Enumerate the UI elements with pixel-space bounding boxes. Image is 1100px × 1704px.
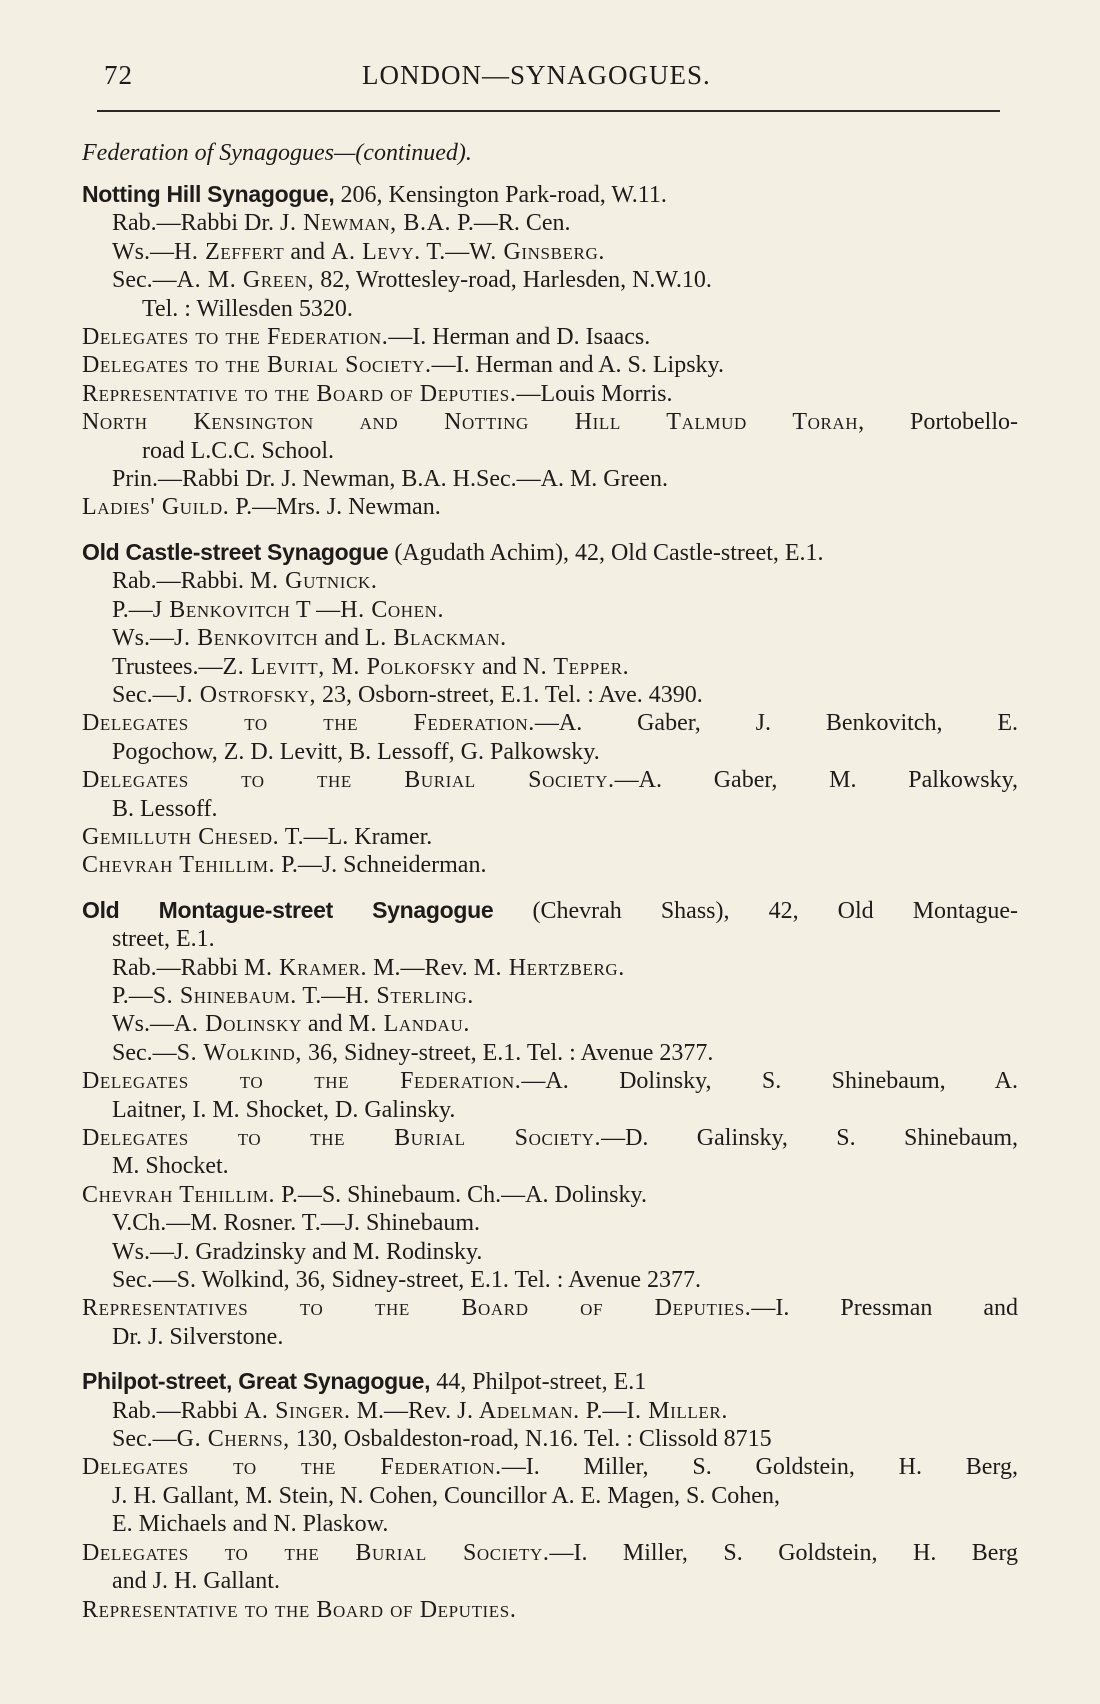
entry-text: (Agudath Achim), 42, Old Castle-street, E.1. [388,539,824,566]
entry-text: Sec.— [112,1039,177,1066]
entry-text: P.— [112,982,153,1009]
entry-text: —A. Gaber, J. Benkovitch, E. [534,710,1018,737]
section-continued-heading: Federation of Synagogues—(continued). [82,140,472,166]
entry-detail-line [82,465,1018,493]
synagogue-entry [82,1367,1018,1624]
small-caps-text: Representative to the Board of Deputies. [82,380,517,407]
entry-detail-line [82,266,1018,294]
small-caps-text: Delegates to the Federation. [82,710,535,737]
entry-text: M.—Rev. [350,1397,458,1424]
entry-detail-line [82,1453,1018,1481]
small-caps-text: Representative to the Board of Deputies. [82,1596,517,1623]
small-caps-text: A. M. Green, [176,267,315,294]
entry-detail-line [82,209,1018,237]
small-caps-text: L. Blackman. [364,625,507,652]
page-header [82,60,1002,100]
entry-detail-line [82,1039,1018,1067]
entry-text: and [284,238,332,265]
entry-text: 82, Wrottesley-road, Harlesden, N.W.10. [314,267,712,294]
small-caps-text: W. Ginsberg. [469,238,605,265]
entry-text: Portobello- [864,409,1018,436]
header-rule [97,110,1000,112]
small-caps-text: Z. Levitt, M. Polkofsky [222,653,477,680]
small-caps-text: Delegates to the Burial Society. [82,1539,550,1566]
entry-detail-line [82,567,1018,595]
entry-text: Sec.— [112,681,177,708]
entry-detail-line [82,1539,1018,1567]
directory-listing [82,180,1018,1624]
entry-text: (Chevrah Shass), 42, Old Montague- [493,897,1018,924]
small-caps-text: Chevrah Tehillim. [82,852,276,879]
synagogue-entry [82,896,1018,1352]
small-caps-text: N. Tepper. [522,653,630,680]
entry-detail-line [82,1482,1018,1510]
entry-detail-line [82,766,1018,794]
small-caps-text: Delegates to the Federation. [82,324,389,351]
entry-text: Prin.—Rabbi Dr. J. Newman, B.A. H.Sec.—A. M. Green. [112,466,668,493]
small-caps-text: G. Cherns, [176,1426,290,1453]
small-caps-text: A. Singer. [244,1397,351,1424]
small-caps-text: Delegates to the Burial Society. [82,1125,602,1151]
entry-text: 206, Kensington Park-road, W.11. [334,182,667,208]
entry-text: —A. Dolinsky, S. Shinebaum, A. [521,1068,1018,1095]
small-caps-text: J. Benkovitch [174,625,319,652]
synagogue-entry [82,538,1018,880]
small-caps-text: North Kensington and Notting Hill Talmud Torah, [82,409,865,436]
entry-detail-line [82,1181,1018,1209]
entry-text: E. Michaels and N. Plaskow. [112,1511,389,1538]
small-caps-text: Representatives to the Board of Deputies. [82,1295,752,1322]
entry-text: Ws.— [112,625,174,652]
small-caps-text: A. Dolinsky [174,1011,302,1038]
entry-text: —Louis Morris. [516,380,673,407]
entry-text: M.—Rev. [367,954,474,981]
page-number: 72 [104,60,133,90]
entry-text: Rab.—Rabbi [112,1397,244,1424]
entry-detail-line [82,1510,1018,1538]
synagogue-name: Notting Hill Synagogue, [82,181,335,207]
entry-text: Rab.—Rabbi. [112,568,250,595]
small-caps-text: A. Levy. [331,238,421,265]
entry-detail-line [82,295,1018,323]
small-caps-text: J. Adelman. [457,1397,580,1424]
small-caps-text: Delegates to the Burial Society. [82,767,615,794]
entry-text: and [318,625,365,652]
entry-detail-line [82,1124,1018,1152]
synagogue-name: Old Castle-street Synagogue [82,538,389,565]
entry-text: 44, Philpot-street, E.1 [430,1369,647,1396]
small-caps-text: H. Sterling. [345,982,474,1009]
entry-text: Dr. J. Silverstone. [112,1323,284,1350]
entry-detail-line [82,1238,1018,1266]
small-caps-text: J. Ostrofsky, [176,681,317,708]
entry-detail-line [82,982,1018,1010]
small-caps-text: M. Hertzberg. [473,954,625,981]
entry-text: —A. Gaber, M. Palkowsky, [614,767,1019,794]
entry-text: T.— [420,238,470,265]
small-caps-text: Ladies' Guild. [82,494,230,521]
entry-detail-line [82,1067,1018,1095]
small-caps-text: Delegates to the Burial Society. [82,352,432,379]
running-head: LONDON—SYNAGOGUES. [362,60,711,90]
entry-text: Sec.— [112,1426,177,1453]
entry-text: Rab.—Rabbi [112,954,244,981]
small-caps-text: S. Wolkind, [176,1039,302,1066]
small-caps-text: I. Miller. [626,1397,728,1424]
small-caps-text: M. Landau. [348,1011,470,1038]
small-caps-text: Gemilluth Chesed. [82,823,280,850]
entry-detail-line [82,709,1018,737]
entry-detail-line [82,653,1018,681]
entry-heading-line [82,180,1018,209]
entry-detail-line [82,1096,1018,1124]
entry-text: T — [290,596,341,623]
entry-detail-line [82,1425,1018,1453]
entry-detail-line [82,925,1018,953]
entry-text: V.Ch.—M. Rosner. T.—J. Shinebaum. [112,1210,481,1237]
entry-text: P.—S. Shinebaum. Ch.—A. Dolinsky. [275,1181,647,1208]
entry-text: M. Shocket. [112,1153,229,1180]
entry-text: P.— [112,596,153,623]
entry-text: —I. Herman and D. Isaacs. [388,324,651,351]
entry-text: Laitner, I. M. Shocket, D. Galinsky. [112,1096,456,1123]
entry-detail-line [82,738,1018,766]
entry-detail-line [82,1010,1018,1038]
entry-text: —I. Miller, S. Goldstein, H. Berg [549,1539,1019,1566]
entry-detail-line [82,954,1018,982]
entry-text: T.—L. Kramer. [279,823,433,850]
entry-detail-line [82,380,1018,408]
entry-detail-line [82,681,1018,709]
entry-text: —I. Herman and A. S. Lipsky. [431,352,724,379]
small-caps-text: Delegates to the Federation. [82,1454,502,1481]
entry-text: and J. H. Gallant. [112,1568,280,1595]
entry-detail-line [82,493,1018,521]
entry-detail-line [82,795,1018,823]
entry-detail-line [82,351,1018,379]
small-caps-text: J Benkovitch [152,596,291,623]
small-caps-text: M. Gutnick. [250,568,378,595]
small-caps-text: S. Shinebaum. [152,982,297,1009]
synagogue-entry [82,180,1018,522]
entry-text: Trustees.— [112,653,223,680]
entry-text: —D. Galinsky, S. Shinebaum, [601,1125,1018,1151]
entry-text: 36, Sidney-street, E.1. Tel. : Avenue 2377. [301,1039,714,1066]
entry-text: 23, Osborn-street, E.1. Tel. : Ave. 4390. [316,681,703,708]
entry-detail-line [82,323,1018,351]
entry-text: J. H. Gallant, M. Stein, N. Cohen, Councillor A. E. Magen, S. Cohen, [112,1482,780,1509]
entry-text: Rab.—Rabbi Dr. [112,210,280,237]
entry-text: Tel. : Willesden 5320. [142,295,353,322]
entry-text: road L.C.C. School. [142,437,334,464]
entry-text: and [301,1011,349,1038]
entry-detail-line [82,1294,1018,1322]
synagogue-name: Philpot-street, Great Synagogue, [82,1368,431,1395]
synagogue-name: Old Montague-street Synagogue [82,896,494,923]
entry-text: Pogochow, Z. D. Levitt, B. Lessoff, G. Palkowsky. [112,738,600,765]
entry-text: T.— [296,982,346,1009]
entry-text: Ws.—J. Gradzinsky and M. Rodinsky. [112,1238,483,1265]
entry-text: 130, Osbaldeston-road, N.16. Tel. : Clissold 8715 [289,1426,772,1453]
entry-text: P.—Mrs. J. Newman. [229,494,441,521]
entry-text: P.— [579,1397,627,1424]
entry-text: —I. Miller, S. Goldstein, H. Berg, [501,1454,1018,1481]
entry-text: and [476,653,523,680]
entry-detail-line [82,1152,1018,1180]
entry-detail-line [82,624,1018,652]
entry-detail-line [82,1596,1018,1624]
entry-detail-line [82,1209,1018,1237]
entry-text: —I. Pressman and [751,1295,1018,1322]
small-caps-text: Delegates to the Federation. [82,1068,522,1095]
entry-detail-line [82,238,1018,266]
entry-text: Sec.—S. Wolkind, 36, Sidney-street, E.1. Tel. : Avenue 2377. [112,1267,701,1294]
entry-detail-line [82,596,1018,624]
entry-detail-line [82,1567,1018,1595]
entry-text: B. Lessoff. [112,795,218,822]
small-caps-text: J. Newman, B.A. [280,210,452,237]
small-caps-text: H. Zeffert [174,238,285,265]
entry-text: Ws.— [112,238,174,265]
entry-detail-line [82,1323,1018,1351]
small-caps-text: M. Kramer. [244,954,368,981]
entry-text: street, E.1. [112,926,215,953]
entry-detail-line [82,1266,1018,1294]
entry-text: P.—J. Schneiderman. [275,852,487,879]
entry-heading-line [82,1367,1018,1396]
entry-detail-line [82,1397,1018,1425]
small-caps-text: Chevrah Tehillim. [82,1181,276,1208]
entry-detail-line [82,437,1018,465]
entry-detail-line [82,851,1018,879]
small-caps-text: H. Cohen. [340,596,445,623]
entry-heading-line [82,896,1018,925]
entry-text: Ws.— [112,1011,174,1038]
entry-detail-line [82,408,1018,436]
entry-heading-line [82,538,1018,567]
entry-detail-line [82,823,1018,851]
entry-text: Sec.— [112,267,177,294]
entry-text: P.—R. Cen. [451,210,571,237]
